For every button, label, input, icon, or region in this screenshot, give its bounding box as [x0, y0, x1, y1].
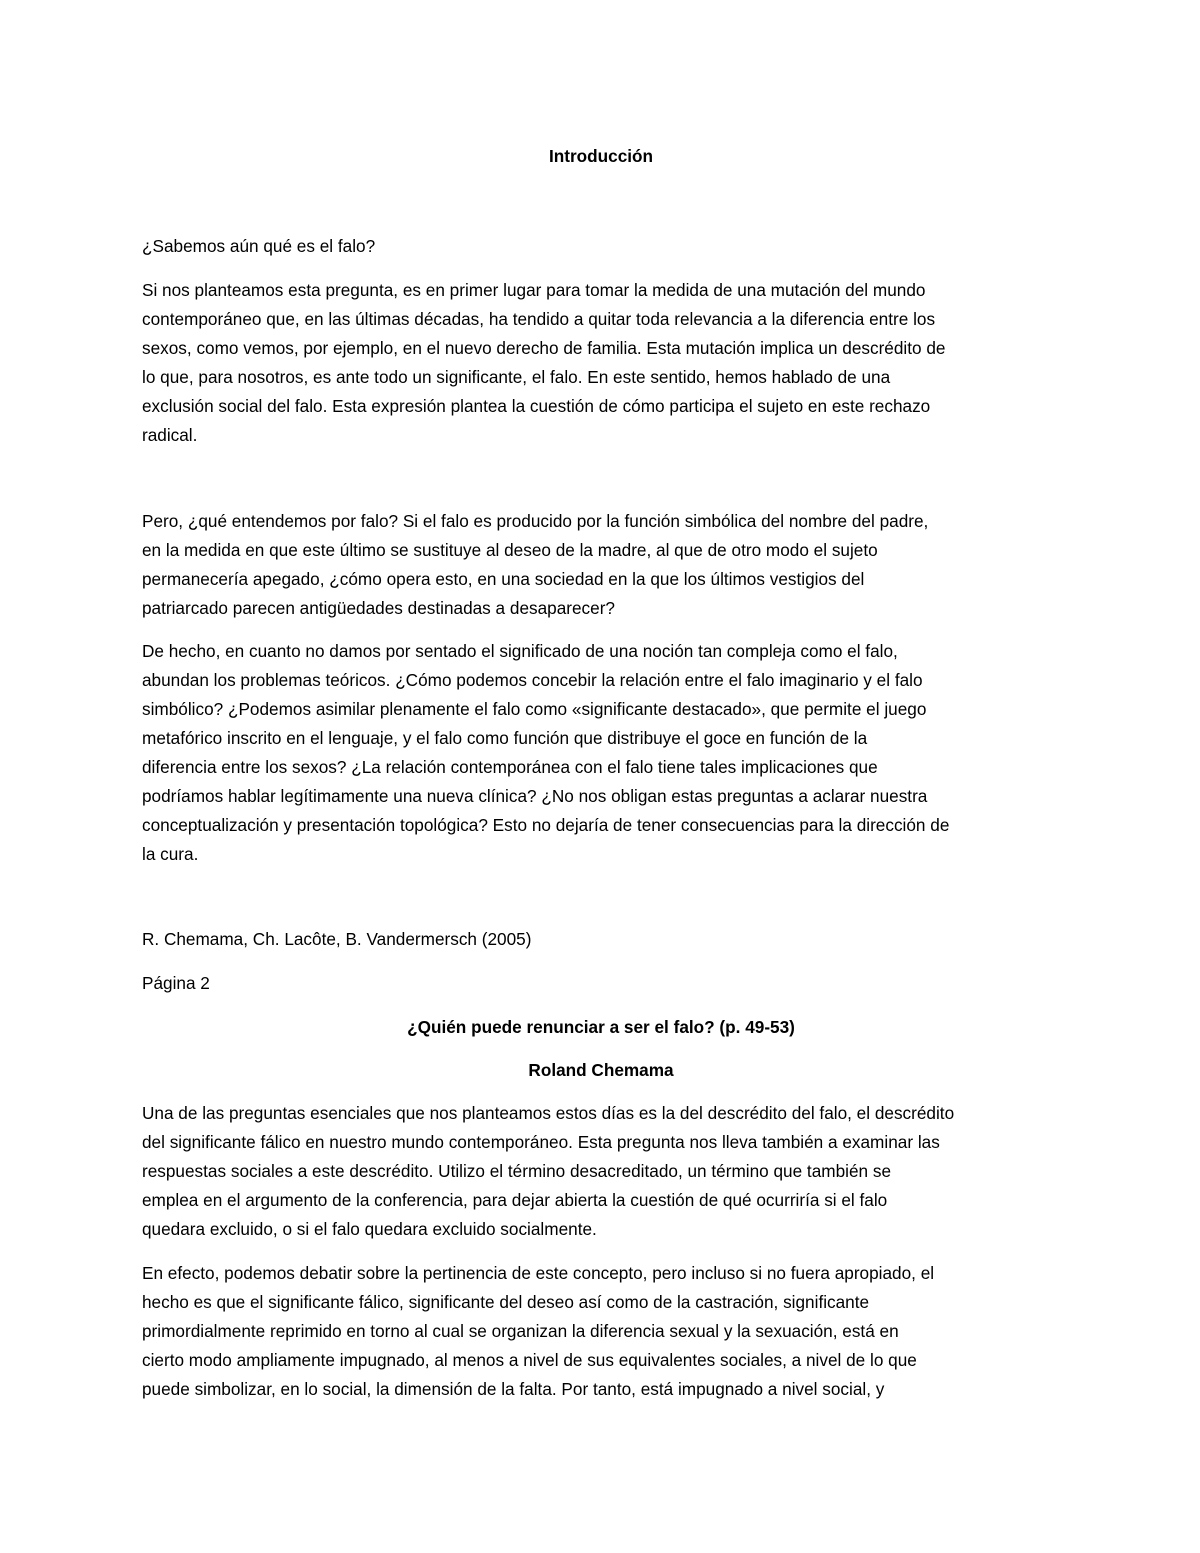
paragraph-line: respuestas sociales a este descrédito. Utilizo el término desacreditado, un término que también se	[142, 1161, 892, 1181]
chapter-author: Roland Chemama	[528, 1060, 674, 1080]
paragraph-line: De hecho, en cuanto no damos por sentado el significado de una noción tan compleja como el falo,	[142, 641, 898, 661]
paragraph-line: emplea en el argumento de la conferencia, para dejar abierta la cuestión de qué ocurriría si el falo	[142, 1190, 888, 1210]
paragraph-line: En efecto, podemos debatir sobre la pertinencia de este concepto, pero incluso si no fuera apropiado, el	[142, 1263, 935, 1283]
paragraph-line: en la medida en que este último se sustituye al deseo de la madre, al que de otro modo el sujeto	[142, 540, 878, 560]
paragraph-line: simbólico? ¿Podemos asimilar plenamente el falo como «significante destacado», que permite el juego	[142, 699, 927, 719]
paragraph-line: lo que, para nosotros, es ante todo un significante, el falo. En este sentido, hemos hablado de una	[142, 367, 891, 387]
paragraph-line: hecho es que el significante fálico, significante del deseo así como de la castración, significante	[142, 1292, 870, 1312]
paragraph-line: Una de las preguntas esenciales que nos planteamos estos días es la del descrédito del falo, el descrédito	[142, 1103, 955, 1123]
paragraph-line: patriarcado parecen antigüedades destinadas a desaparecer?	[142, 598, 615, 618]
chapter-title: ¿Quién puede renunciar a ser el falo? (p. 49-53)	[407, 1017, 795, 1037]
page-label: Página 2	[142, 973, 210, 993]
opening-question: ¿Sabemos aún qué es el falo?	[142, 236, 376, 256]
paragraph-line: permanecería apegado, ¿cómo opera esto, en una sociedad en la que los últimos vestigios del	[142, 569, 865, 589]
paragraph-line: cierto modo ampliamente impugnado, al menos a nivel de sus equivalentes sociales, a nivel de lo que	[142, 1350, 917, 1370]
paragraph-line: podríamos hablar legítimamente una nueva clínica? ¿No nos obligan estas preguntas a aclarar nuestra	[142, 786, 928, 806]
paragraph-line: diferencia entre los sexos? ¿La relación contemporánea con el falo tiene tales implicaciones que	[142, 757, 878, 777]
paragraph-line: conceptualización y presentación topológica? Esto no dejaría de tener consecuencias para la dirección de	[142, 815, 950, 835]
paragraph-line: del significante fálico en nuestro mundo contemporáneo. Esta pregunta nos lleva también a examinar las	[142, 1132, 940, 1152]
paragraph-line: quedara excluido, o si el falo quedara excluido socialmente.	[142, 1219, 597, 1239]
paragraph-line: abundan los problemas teóricos. ¿Cómo podemos concebir la relación entre el falo imaginario y el falo	[142, 670, 923, 690]
paragraph-line: la cura.	[142, 844, 199, 864]
heading-introduccion: Introducción	[548, 146, 654, 166]
authors-citation: R. Chemama, Ch. Lacôte, B. Vandermersch (2005)	[142, 929, 532, 949]
paragraph-line: puede simbolizar, en lo social, la dimensión de la falta. Por tanto, está impugnado a nivel social, y	[142, 1379, 885, 1399]
paragraph-line: sexos, como vemos, por ejemplo, en el nuevo derecho de familia. Esta mutación implica un descrédito de	[142, 338, 946, 358]
paragraph-line: metafórico inscrito en el lenguaje, y el falo como función que distribuye el goce en función de la	[142, 728, 868, 748]
paragraph-line: radical.	[142, 425, 198, 445]
paragraph-line: Si nos planteamos esta pregunta, es en primer lugar para tomar la medida de una mutación del mundo	[142, 280, 926, 300]
paragraph-line: Pero, ¿qué entendemos por falo? Si el falo es producido por la función simbólica del nombre del padre,	[142, 511, 929, 531]
paragraph-line: primordialmente reprimido en torno al cual se organizan la diferencia sexual y la sexuación, está en	[142, 1321, 899, 1341]
paragraph-line: contemporáneo que, en las últimas décadas, ha tendido a quitar toda relevancia a la diferencia entre los	[142, 309, 936, 329]
paragraph-line: exclusión social del falo. Esta expresión plantea la cuestión de cómo participa el sujeto en este rechazo	[142, 396, 931, 416]
